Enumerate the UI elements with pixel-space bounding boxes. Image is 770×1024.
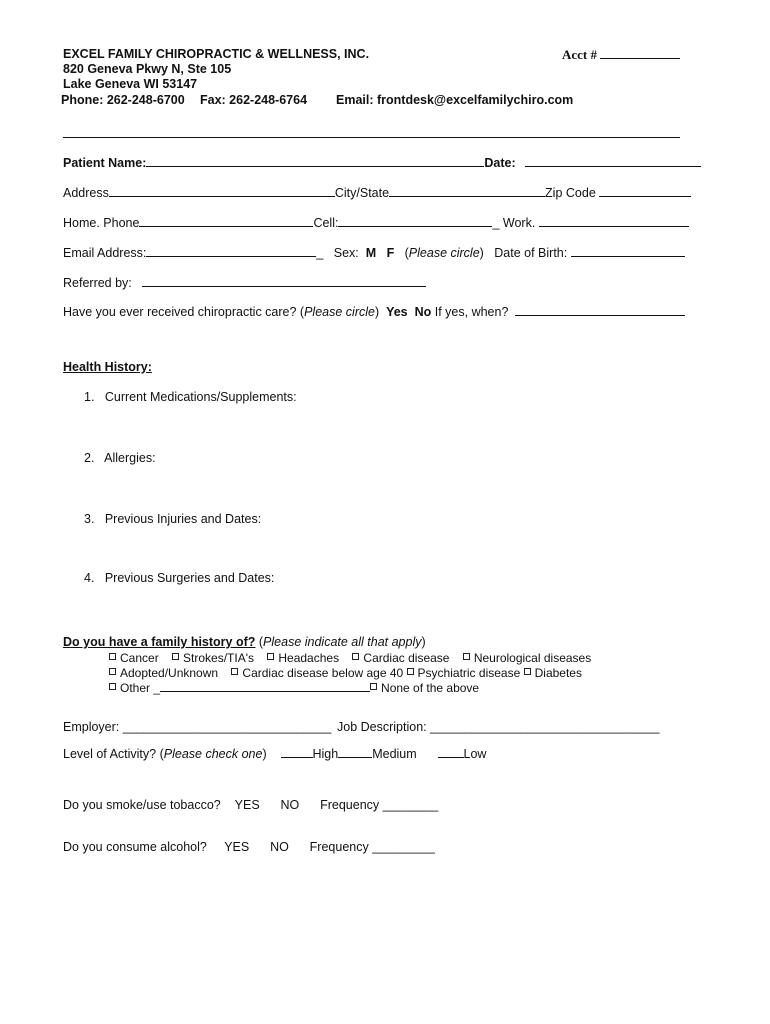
activity-high-label: High — [312, 747, 339, 761]
dob-label: Date of Birth: — [494, 246, 568, 260]
smoke-question: Do you smoke/use tobacco? — [63, 798, 221, 812]
family-history-row3 — [109, 680, 479, 696]
health-item-allergies: 2. Allergies: — [84, 451, 156, 465]
chiro-no-option[interactable]: No — [414, 305, 432, 319]
checkbox-icon[interactable] — [407, 668, 414, 675]
practice-address1: 820 Geneva Pkwy N, Ste 105 — [63, 62, 232, 76]
health-item-injuries: 3. Previous Injuries and Dates: — [84, 512, 262, 526]
zip-field[interactable] — [599, 185, 691, 197]
family-other-field[interactable] — [160, 680, 370, 692]
acct-line[interactable] — [600, 47, 680, 59]
family-option-cardiac[interactable] — [352, 651, 449, 665]
family-option-diabetes[interactable] — [524, 666, 582, 680]
health-item-label: Previous Injuries and Dates: — [104, 512, 262, 526]
referred-field[interactable] — [142, 275, 426, 287]
family-option-psychiatric[interactable] — [407, 666, 521, 680]
chiro-yes-option[interactable]: Yes — [386, 305, 408, 319]
alcohol-row — [63, 839, 435, 855]
checkbox-icon[interactable] — [463, 653, 470, 660]
family-option-headaches[interactable] — [267, 651, 339, 665]
patient-name-label: Patient Name: — [63, 156, 147, 170]
address-row — [63, 185, 691, 201]
cell-label: Cell: — [313, 216, 339, 230]
address-field[interactable] — [109, 185, 335, 197]
home-phone-label: Home. Phone — [63, 216, 140, 230]
date-field[interactable] — [525, 155, 701, 167]
phone-row: Home. Phone Cell: _ Work. — [63, 215, 689, 231]
sex-f-option[interactable]: F — [386, 246, 395, 260]
health-item-label: Current Medications/Supplements: — [104, 390, 297, 404]
activity-label: Level of Activity? — [63, 747, 157, 761]
checkbox-icon[interactable] — [267, 653, 274, 660]
checkbox-icon[interactable] — [231, 668, 238, 675]
option-label: Cardiac disease — [363, 651, 450, 665]
patient-name-field[interactable] — [146, 155, 484, 167]
family-option-adopted[interactable] — [109, 666, 218, 680]
patient-name-row — [63, 155, 701, 171]
health-item-surgeries: 4. Previous Surgeries and Dates: — [84, 571, 275, 585]
option-label: Other _ — [120, 681, 161, 695]
activity-instruction: Please check one — [163, 747, 263, 761]
smoke-frequency-field[interactable]: Frequency ________ — [320, 798, 439, 812]
family-history-row1 — [109, 650, 591, 666]
practice-phone: Phone: 262-248-6700 — [61, 93, 185, 107]
alcohol-question: Do you consume alcohol? — [63, 840, 207, 854]
checkbox-icon[interactable] — [370, 683, 377, 690]
activity-low-line[interactable] — [438, 746, 464, 758]
chiro-instruction: Please circle — [304, 305, 375, 319]
smoke-no-option[interactable]: NO — [280, 798, 300, 812]
home-phone-field[interactable] — [139, 215, 313, 227]
work-field[interactable] — [539, 215, 689, 227]
header-divider — [63, 137, 680, 138]
health-history-title: Health History: — [63, 360, 152, 374]
family-history-question-row: Do you have a family history of? (Please indicate all that apply) — [63, 635, 426, 649]
family-history-question: Do you have a family history of? — [63, 635, 256, 649]
option-label: Diabetes — [534, 666, 582, 680]
activity-high-line[interactable] — [281, 746, 313, 758]
option-label: Cardiac disease below age 40 — [242, 666, 404, 680]
practice-email: Email: frontdesk@excelfamilychiro.com — [336, 93, 574, 107]
work-label: Work. — [502, 216, 536, 230]
sex-instruction: Please circle — [408, 246, 480, 260]
alcohol-yes-option[interactable]: YES — [224, 840, 250, 854]
health-item-label: Previous Surgeries and Dates: — [104, 571, 275, 585]
sex-label: Sex: — [333, 246, 359, 260]
option-label: Strokes/TIA's — [183, 651, 255, 665]
email-field[interactable] — [146, 245, 316, 257]
option-label: None of the above — [381, 681, 480, 695]
option-label: Adopted/Unknown — [120, 666, 219, 680]
email-sex-row: Email Address: _ Sex: M F (Please circle) Date of Birth: — [63, 245, 685, 261]
family-option-other[interactable] — [109, 681, 160, 695]
health-item-label: Allergies: — [104, 451, 156, 465]
alcohol-frequency-field[interactable]: Frequency _________ — [309, 840, 435, 854]
family-history-instruction: Please indicate all that apply — [263, 635, 422, 649]
family-option-strokes[interactable] — [172, 651, 254, 665]
chiro-question: Have you ever received chiropractic care? — [63, 305, 297, 319]
checkbox-icon[interactable] — [109, 683, 116, 690]
dob-field[interactable] — [571, 245, 685, 257]
option-label: Headaches — [278, 651, 340, 665]
family-option-none[interactable] — [370, 681, 479, 695]
chiro-when-field[interactable] — [515, 304, 685, 316]
chiro-care-row: Have you ever received chiropractic care? (Please circle) Yes No If yes, when? — [63, 304, 685, 320]
zip-label: Zip Code — [545, 186, 596, 200]
activity-medium-label: Medium — [372, 747, 417, 761]
option-label: Psychiatric disease — [417, 666, 521, 680]
alcohol-no-option[interactable]: NO — [270, 840, 289, 854]
option-label: Neurological diseases — [473, 651, 592, 665]
checkbox-icon[interactable] — [524, 668, 531, 675]
if-yes-label: If yes, when? — [434, 305, 509, 319]
option-label: Cancer — [120, 651, 159, 665]
address-label: Address — [63, 186, 109, 200]
acct-label: Acct # — [562, 47, 598, 62]
referred-label: Referred by: — [63, 276, 132, 290]
practice-address2: Lake Geneva WI 53147 — [63, 77, 198, 91]
checkbox-icon[interactable] — [109, 653, 116, 660]
family-history-row2 — [109, 665, 582, 681]
cell-field[interactable] — [338, 215, 492, 227]
checkbox-icon[interactable] — [352, 653, 359, 660]
city-field[interactable] — [389, 185, 545, 197]
city-label: City/State — [334, 186, 390, 200]
referred-row — [63, 275, 426, 291]
activity-low-label: Low — [463, 747, 487, 761]
date-label: Date: — [484, 156, 516, 170]
email-label: Email Address: — [63, 246, 147, 260]
activity-medium-line[interactable] — [338, 746, 372, 758]
practice-fax: Fax: 262-248-6764 — [200, 93, 308, 107]
employer-field[interactable]: Employer: ______________________________ — [63, 720, 332, 734]
checkbox-icon[interactable] — [109, 668, 116, 675]
smoke-yes-option[interactable]: YES — [234, 798, 260, 812]
family-option-cardiac-40[interactable] — [231, 666, 403, 680]
family-option-neurological[interactable] — [463, 651, 591, 665]
job-description-field[interactable]: Job Description: _________________________________ — [337, 720, 660, 734]
family-option-cancer[interactable] — [109, 651, 159, 665]
smoke-row — [63, 797, 438, 813]
practice-name: EXCEL FAMILY CHIROPRACTIC & WELLNESS, INC. — [63, 47, 370, 61]
health-item-medications: 1. Current Medications/Supplements: — [84, 390, 297, 404]
checkbox-icon[interactable] — [172, 653, 179, 660]
sex-m-option[interactable]: M — [365, 246, 377, 260]
account-number-field[interactable] — [562, 47, 680, 63]
activity-row: Level of Activity? (Please check one) High Medium Low — [63, 747, 487, 761]
